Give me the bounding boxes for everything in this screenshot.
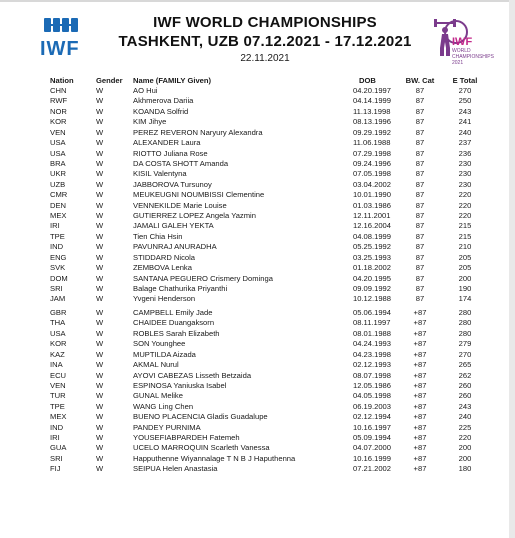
- row-dob: 03.25.1993: [353, 252, 392, 262]
- table-row: [0, 433, 515, 443]
- row-dob: 04.08.1999: [353, 231, 392, 241]
- championship-logo: [430, 14, 494, 66]
- row-dob: 04.20.1995: [353, 273, 392, 283]
- row-nation: JAM: [50, 294, 66, 304]
- row-e-total: 265: [458, 360, 472, 370]
- row-nation: BRA: [50, 158, 66, 168]
- row-nation: ECU: [50, 370, 67, 380]
- table-row: [0, 253, 515, 263]
- row-nation: MEX: [50, 211, 67, 221]
- row-bw-cat: 87: [415, 263, 425, 273]
- row-gender: W: [96, 242, 104, 252]
- row-dob: 05.06.1994: [353, 308, 392, 317]
- row-bw-cat: 87: [415, 158, 425, 168]
- row-dob: 08.11.1997: [353, 318, 391, 328]
- row-nation: IRI: [50, 221, 60, 231]
- table-row: [0, 294, 515, 304]
- row-dob: 12.16.2004: [353, 221, 392, 231]
- row-nation: NOR: [50, 106, 67, 116]
- col-nation: Nation: [50, 76, 74, 85]
- table-row: [0, 423, 515, 433]
- row-bw-cat: +87: [413, 370, 427, 380]
- table-row: [0, 274, 515, 284]
- row-bw-cat: 87: [415, 211, 425, 221]
- row-nation: TPE: [50, 401, 65, 411]
- row-e-total: 220: [458, 190, 472, 200]
- row-bw-cat: +87: [413, 339, 427, 349]
- row-nation: INA: [50, 360, 63, 370]
- row-gender: W: [96, 349, 104, 359]
- table-row: [0, 263, 515, 273]
- barbell-icon: [44, 16, 78, 34]
- row-name: GUTIERREZ LOPEZ Angela Yazmin: [133, 211, 256, 221]
- row-gender: W: [96, 190, 104, 200]
- row-nation: CMR: [50, 190, 68, 200]
- row-dob: 08.07.1998: [353, 370, 392, 380]
- row-gender: W: [96, 200, 104, 210]
- row-dob: 07.05.1998: [353, 169, 392, 179]
- row-nation: GBR: [50, 308, 67, 317]
- row-dob: 05.25.1992: [353, 242, 392, 252]
- row-name: KIM Jihye: [133, 117, 167, 127]
- row-bw-cat: 87: [415, 127, 425, 137]
- row-bw-cat: +87: [413, 422, 427, 432]
- row-gender: W: [96, 401, 104, 411]
- row-bw-cat: +87: [413, 401, 427, 411]
- row-name: VENNEKILDE Marie Louise: [133, 200, 227, 210]
- row-name: KOANDA Solfrid: [133, 106, 189, 116]
- row-bw-cat: 87: [415, 273, 425, 283]
- table-row: [0, 86, 515, 96]
- row-gender: W: [96, 148, 104, 158]
- row-name: Akhmerova Dariia: [133, 96, 194, 106]
- row-bw-cat: +87: [413, 360, 427, 370]
- row-e-total: 215: [458, 231, 472, 241]
- row-name: BUENO PLACENCIA Gladis Guadalupe: [133, 412, 268, 422]
- table-row: [0, 190, 515, 200]
- row-e-total: 220: [458, 433, 472, 443]
- row-dob: 04.23.1998: [353, 349, 392, 359]
- row-gender: W: [96, 211, 104, 221]
- table-row: [0, 381, 515, 391]
- row-e-total: 250: [458, 96, 472, 106]
- row-gender: W: [96, 339, 104, 349]
- row-gender: W: [96, 443, 104, 453]
- row-bw-cat: +87: [413, 391, 427, 401]
- row-bw-cat: +87: [413, 328, 427, 338]
- row-bw-cat: 87: [415, 138, 425, 148]
- row-gender: W: [96, 360, 104, 370]
- row-gender: W: [96, 294, 104, 304]
- row-bw-cat: 87: [415, 179, 425, 189]
- table-row: [0, 221, 515, 231]
- row-e-total: 270: [458, 349, 472, 359]
- row-name: ESPINOSA Yaniuska Isabel: [133, 380, 227, 390]
- row-gender: W: [96, 138, 104, 148]
- row-name: KISIL Valentyna: [133, 169, 187, 179]
- row-dob: 04.24.1993: [353, 339, 392, 349]
- row-nation: CHN: [50, 86, 67, 95]
- top-border: [0, 0, 515, 2]
- row-gender: W: [96, 127, 104, 137]
- table-row: [0, 391, 515, 401]
- row-dob: 07.21.2002: [353, 464, 392, 474]
- row-gender: W: [96, 158, 104, 168]
- row-bw-cat: 87: [415, 148, 425, 158]
- table-row: [0, 318, 515, 328]
- row-name: PEREZ REVERON Naryury Alexandra: [133, 127, 263, 137]
- row-bw-cat: +87: [413, 453, 427, 463]
- event-logo-subtext: WORLD CHAMPIONSHIPS 2021: [452, 48, 494, 66]
- page-title: IWF WORLD CHAMPIONSHIPS: [153, 14, 377, 31]
- row-e-total: 215: [458, 221, 472, 231]
- row-gender: W: [96, 283, 104, 293]
- row-bw-cat: +87: [413, 412, 427, 422]
- row-name: JAMALI GALEH YEKTA: [133, 221, 214, 231]
- row-bw-cat: 87: [415, 252, 425, 262]
- row-nation: KAZ: [50, 349, 65, 359]
- row-e-total: 280: [458, 328, 472, 338]
- row-nation: USA: [50, 328, 66, 338]
- col-name: Name (FAMILY Given): [133, 76, 212, 85]
- row-dob: 01.18.2002: [353, 263, 392, 273]
- table-row: [0, 329, 515, 339]
- table-row: [0, 350, 515, 360]
- row-dob: 02.12.1994: [353, 412, 392, 422]
- table-row: [0, 412, 515, 422]
- row-dob: 06.19.2003: [353, 401, 392, 411]
- row-nation: IRI: [50, 433, 60, 443]
- row-dob: 04.14.1999: [353, 96, 392, 106]
- row-name: CAMPBELL Emily Jade: [133, 308, 213, 317]
- row-name: RIOTTO Juliana Rose: [133, 148, 208, 158]
- row-e-total: 200: [458, 453, 472, 463]
- row-nation: GUA: [50, 443, 67, 453]
- row-name: UCELO MARROQUIN Scarleth Vanessa: [133, 443, 270, 453]
- event-logo-text: IWF: [452, 36, 473, 48]
- row-gender: W: [96, 433, 104, 443]
- row-bw-cat: +87: [413, 433, 427, 443]
- table-row: [0, 201, 515, 211]
- row-dob: 02.12.1993: [353, 360, 392, 370]
- row-gender: W: [96, 273, 104, 283]
- row-e-total: 240: [458, 412, 472, 422]
- row-e-total: 260: [458, 391, 472, 401]
- row-e-total: 230: [458, 158, 472, 168]
- row-nation: UZB: [50, 179, 66, 189]
- row-nation: TUR: [50, 391, 66, 401]
- row-nation: KOR: [50, 117, 67, 127]
- row-e-total: 200: [458, 273, 472, 283]
- table-row: [0, 96, 515, 106]
- row-nation: VEN: [50, 127, 66, 137]
- row-e-total: 260: [458, 380, 472, 390]
- row-name: AO Hui: [133, 86, 158, 95]
- row-dob: 04.20.1997: [353, 86, 392, 95]
- row-name: STIDDARD Nicola: [133, 252, 196, 262]
- table-row: [0, 360, 515, 370]
- row-gender: W: [96, 464, 104, 474]
- row-e-total: 205: [458, 252, 472, 262]
- row-dob: 10.16.1999: [353, 453, 392, 463]
- row-name: SEIPUA Helen Anastasia: [133, 464, 218, 474]
- row-name: PAVUNRAJ ANURADHA: [133, 242, 217, 252]
- table-row: [0, 107, 515, 117]
- row-dob: 01.03.1986: [353, 200, 392, 210]
- row-nation: MEX: [50, 412, 67, 422]
- row-name: ROBLES Sarah Elizabeth: [133, 328, 220, 338]
- row-nation: USA: [50, 138, 66, 148]
- row-dob: 07.29.1998: [353, 148, 392, 158]
- table-row: [0, 242, 515, 252]
- table-row: [0, 159, 515, 169]
- row-name: DA COSTA SHOTT Amanda: [133, 158, 229, 168]
- row-dob: 11.13.1998: [353, 106, 391, 116]
- row-gender: W: [96, 412, 104, 422]
- row-bw-cat: 87: [415, 96, 425, 106]
- row-nation: SVK: [50, 263, 66, 273]
- row-name: MEUKEUGNI NOUMBISSI Clementine: [133, 190, 265, 200]
- row-name: ALEXANDER Laura: [133, 138, 201, 148]
- row-bw-cat: +87: [413, 443, 427, 453]
- row-dob: 08.01.1988: [353, 328, 392, 338]
- row-gender: W: [96, 370, 104, 380]
- row-bw-cat: 87: [415, 200, 425, 210]
- row-dob: 10.12.1988: [353, 294, 392, 304]
- row-bw-cat: 87: [415, 294, 425, 304]
- row-bw-cat: 87: [415, 231, 425, 241]
- iwf-logo: [40, 16, 82, 64]
- row-bw-cat: 87: [415, 117, 425, 127]
- row-bw-cat: +87: [413, 318, 427, 328]
- table-header: [0, 76, 515, 86]
- row-bw-cat: +87: [413, 380, 427, 390]
- row-bw-cat: 87: [415, 106, 425, 116]
- row-dob: 08.13.1996: [353, 117, 392, 127]
- col-gender: Gender: [96, 76, 123, 85]
- row-e-total: 237: [458, 138, 472, 148]
- row-name: MUPTILDA Aizada: [133, 349, 196, 359]
- row-bw-cat: 87: [415, 86, 425, 95]
- row-gender: W: [96, 179, 104, 189]
- row-bw-cat: +87: [413, 464, 427, 474]
- row-e-total: 241: [458, 117, 472, 127]
- row-name: JABBOROVA Tursunoy: [133, 179, 212, 189]
- row-gender: W: [96, 252, 104, 262]
- row-e-total: 230: [458, 179, 472, 189]
- table-row: [0, 284, 515, 294]
- table-row: [0, 211, 515, 221]
- row-gender: W: [96, 453, 104, 463]
- row-dob: 04.07.2000: [353, 443, 392, 453]
- col-dob: DOB: [359, 76, 376, 85]
- row-name: PANDEY PURNIMA: [133, 422, 201, 432]
- row-gender: W: [96, 106, 104, 116]
- row-dob: 04.05.1998: [353, 391, 392, 401]
- table-row: [0, 454, 515, 464]
- row-dob: 09.09.1992: [353, 283, 392, 293]
- table-row: [0, 128, 515, 138]
- row-bw-cat: +87: [413, 349, 427, 359]
- row-name: GUNAL Melike: [133, 391, 183, 401]
- row-dob: 12.05.1986: [353, 380, 392, 390]
- row-e-total: 220: [458, 211, 472, 221]
- row-gender: W: [96, 231, 104, 241]
- row-e-total: 279: [458, 339, 472, 349]
- row-nation: USA: [50, 148, 66, 158]
- row-bw-cat: +87: [413, 308, 427, 317]
- row-nation: DEN: [50, 200, 67, 210]
- row-e-total: 280: [458, 308, 472, 317]
- row-bw-cat: 87: [415, 242, 425, 252]
- table-row: [0, 149, 515, 159]
- row-e-total: 243: [458, 106, 472, 116]
- row-dob: 12.11.2001: [353, 211, 391, 221]
- table-row: [0, 371, 515, 381]
- row-dob: 05.09.1994: [353, 433, 392, 443]
- table-row: [0, 339, 515, 349]
- table-row: [0, 169, 515, 179]
- row-nation: SRI: [50, 283, 63, 293]
- row-gender: W: [96, 422, 104, 432]
- row-name: AKMAL Nurul: [133, 360, 179, 370]
- row-gender: W: [96, 328, 104, 338]
- row-dob: 09.24.1996: [353, 158, 392, 168]
- row-name: Balage Chathurika Priyanthi: [133, 283, 228, 293]
- row-nation: FIJ: [50, 464, 61, 474]
- row-dob: 11.06.1988: [353, 138, 391, 148]
- document-date: 22.11.2021: [240, 53, 290, 64]
- row-e-total: 230: [458, 169, 472, 179]
- row-name: CHAIDEE Duangaksorn: [133, 318, 215, 328]
- row-gender: W: [96, 263, 104, 273]
- row-e-total: 270: [458, 86, 472, 95]
- row-gender: W: [96, 380, 104, 390]
- row-nation: UKR: [50, 169, 67, 179]
- table-row: [0, 308, 515, 318]
- row-nation: THA: [50, 318, 66, 328]
- row-dob: 10.01.1990: [353, 190, 392, 200]
- row-nation: ENG: [50, 252, 67, 262]
- row-gender: W: [96, 86, 104, 95]
- row-e-total: 262: [458, 370, 472, 380]
- row-nation: KOR: [50, 339, 67, 349]
- row-name: Yvgeni Henderson: [133, 294, 196, 304]
- logo-text: IWF: [40, 38, 80, 60]
- col-bw-cat: BW. Cat: [405, 76, 435, 85]
- row-name: SON Younghee: [133, 339, 186, 349]
- row-e-total: 210: [458, 242, 472, 252]
- row-dob: 09.29.1992: [353, 127, 392, 137]
- row-e-total: 236: [458, 148, 472, 158]
- row-name: Tien Chia Hsin: [133, 231, 183, 241]
- row-e-total: 200: [458, 443, 472, 453]
- row-nation: TPE: [50, 231, 65, 241]
- row-name: YOUSEFIABPARDEH Fatemeh: [133, 433, 240, 443]
- table-row: [0, 443, 515, 453]
- row-gender: W: [96, 318, 104, 328]
- col-e-total: E Total: [452, 76, 478, 85]
- row-dob: 10.16.1997: [353, 422, 392, 432]
- row-gender: W: [96, 169, 104, 179]
- row-e-total: 180: [458, 464, 472, 474]
- row-gender: W: [96, 391, 104, 401]
- row-name: AYOVI CABEZAS Lisseth Betzaida: [133, 370, 252, 380]
- row-e-total: 243: [458, 401, 472, 411]
- row-bw-cat: 87: [415, 169, 425, 179]
- row-name: SANTANA PEGUERO Crismery Dominga: [133, 273, 273, 283]
- row-gender: W: [96, 308, 104, 317]
- row-bw-cat: 87: [415, 190, 425, 200]
- row-e-total: 220: [458, 200, 472, 210]
- row-bw-cat: 87: [415, 283, 425, 293]
- table-row: [0, 402, 515, 412]
- table-row: [0, 464, 515, 474]
- row-nation: DOM: [50, 273, 68, 283]
- row-bw-cat: 87: [415, 221, 425, 231]
- row-gender: W: [96, 96, 104, 106]
- page-subtitle: TASHKENT, UZB 07.12.2021 - 17.12.2021: [118, 33, 412, 50]
- row-e-total: 190: [458, 283, 472, 293]
- row-nation: IND: [50, 422, 64, 432]
- row-nation: IND: [50, 242, 64, 252]
- row-nation: SRI: [50, 453, 63, 463]
- table-row: [0, 180, 515, 190]
- row-e-total: 280: [458, 318, 472, 328]
- table-row: [0, 232, 515, 242]
- table-row: [0, 138, 515, 148]
- row-e-total: 205: [458, 263, 472, 273]
- row-nation: RWF: [50, 96, 68, 106]
- row-nation: VEN: [50, 380, 66, 390]
- row-e-total: 174: [458, 294, 472, 304]
- table-row: [0, 117, 515, 127]
- row-name: WANG Ling Chen: [133, 401, 194, 411]
- row-name: ZEMBOVA Lenka: [133, 263, 192, 273]
- row-gender: W: [96, 221, 104, 231]
- row-e-total: 240: [458, 127, 472, 137]
- row-dob: 03.04.2002: [353, 179, 392, 189]
- row-name: Happuthenne Wiyannalage T N B J Haputhenna: [133, 453, 296, 463]
- row-e-total: 225: [458, 422, 472, 432]
- row-gender: W: [96, 117, 104, 127]
